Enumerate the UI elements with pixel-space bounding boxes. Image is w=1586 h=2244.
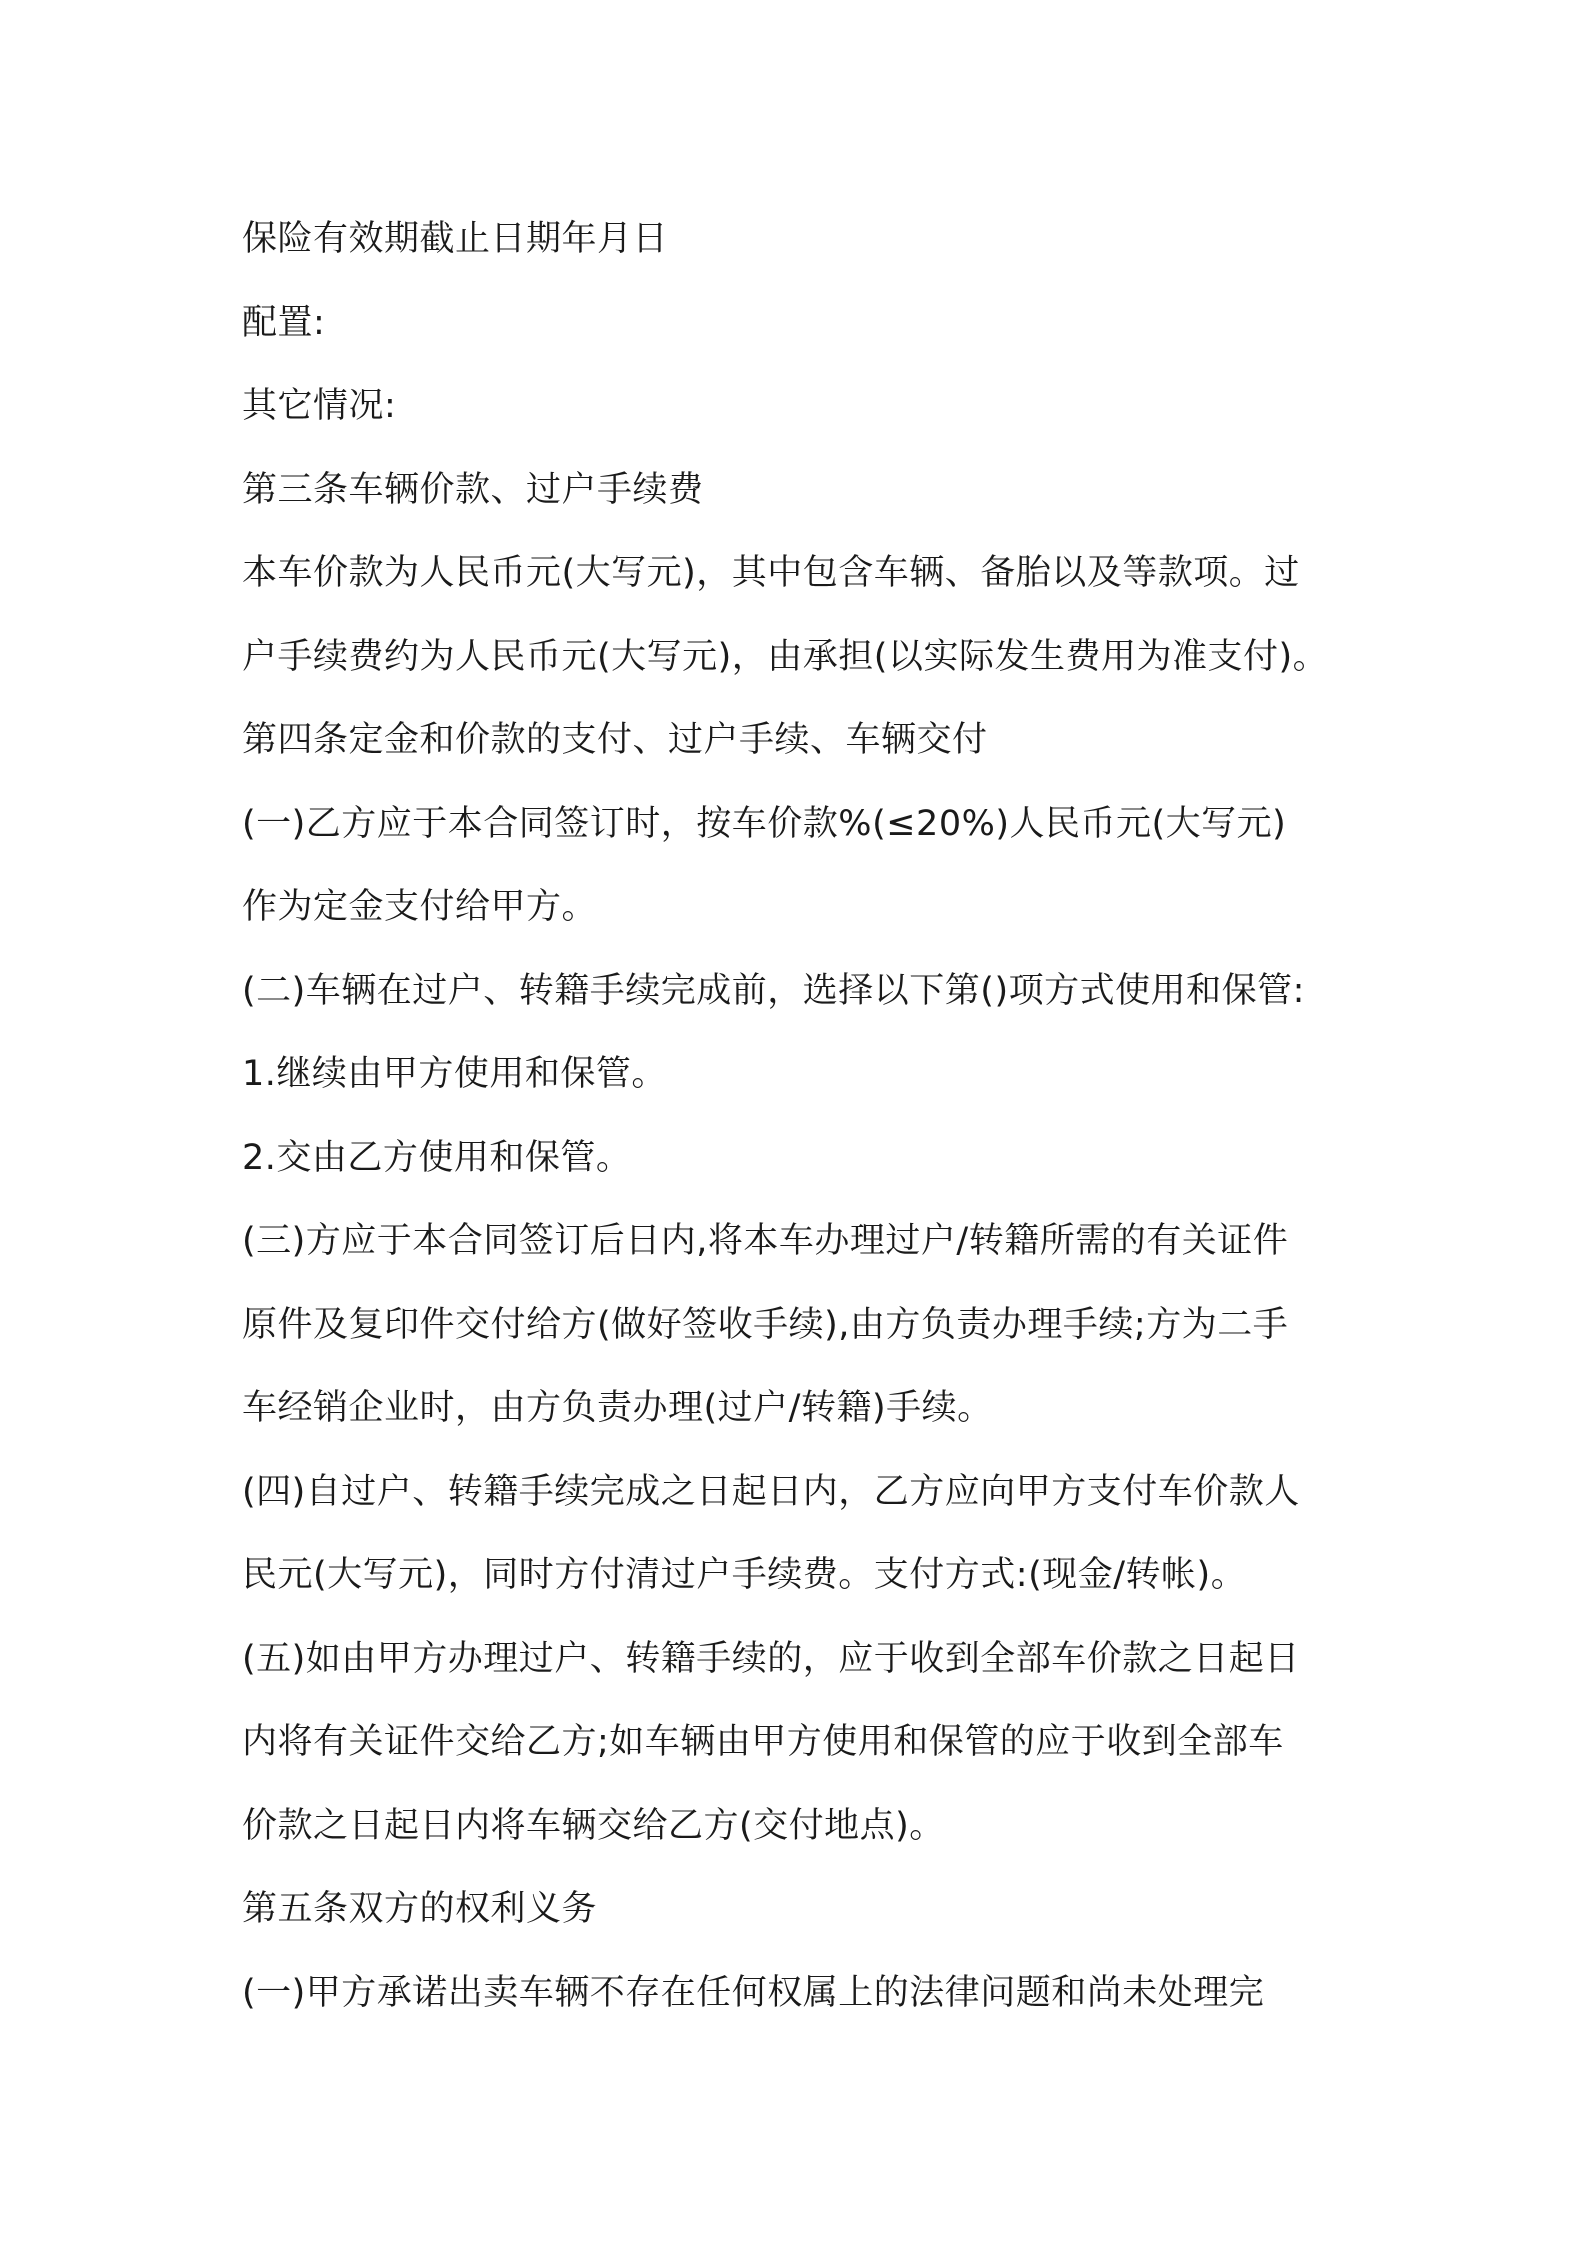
text-line: 内将有关证件交给乙方;如车辆由甲方使用和保管的应于收到全部车 [242,1722,1284,1762]
text-line: 价款之日起日内将车辆交给乙方(交付地点)。 [242,1805,945,1846]
text-line: (二)车辆在过户、转籍手续完成前，选择以下第()项方式使用和保管: [242,970,1305,1011]
text-line-other-conditions: 其它情况: [242,386,397,426]
article-3-heading: 第三条车辆价款、过户手续费 [242,469,704,510]
text-line: 1.继续由甲方使用和保管。 [242,1054,667,1094]
text-line: 作为定金支付给甲方。 [242,887,598,927]
text-line: 户手续费约为人民币元(大写元)，由承担(以实际发生费用为准支付)。 [242,636,1329,677]
text-line: 民元(大写元)，同时方付清过户手续费。支付方式:(现金/转帐)。 [242,1555,1247,1595]
article-5-heading: 第五条双方的权利义务 [242,1889,598,1929]
article-4-heading: 第四条定金和价款的支付、过户手续、车辆交付 [242,720,988,760]
text-line-configuration: 配置: [242,302,326,343]
text-line: (五)如由甲方办理过户、转籍手续的，应于收到全部车价款之日起日 [242,1638,1300,1679]
text-line: (一)甲方承诺出卖车辆不存在任何权属上的法律问题和尚未处理完 [242,1972,1265,2013]
document-body [242,198,1362,2035]
text-line: (三)方应于本合同签订后日内,将本车办理过户/转籍所需的有关证件 [242,1221,1289,1261]
text-line: 本车价款为人民币元(大写元)，其中包含车辆、备胎以及等款项。过 [242,553,1300,593]
text-line: (一)乙方应于本合同签订时，按车价款%(≤20%)人民币元(大写元) [242,803,1287,844]
text-line: (四)自过户、转籍手续完成之日起日内，乙方应向甲方支付车价款人 [242,1471,1300,1512]
text-line-insurance-expiry: 保险有效期截止日期年月日 [242,219,669,259]
text-line: 车经销企业时，由方负责办理(过户/转籍)手续。 [242,1388,993,1428]
text-line: 原件及复印件交付给方(做好签收手续),由方负责办理手续;方为二手 [242,1304,1289,1345]
text-line: 2.交由乙方使用和保管。 [242,1137,632,1178]
